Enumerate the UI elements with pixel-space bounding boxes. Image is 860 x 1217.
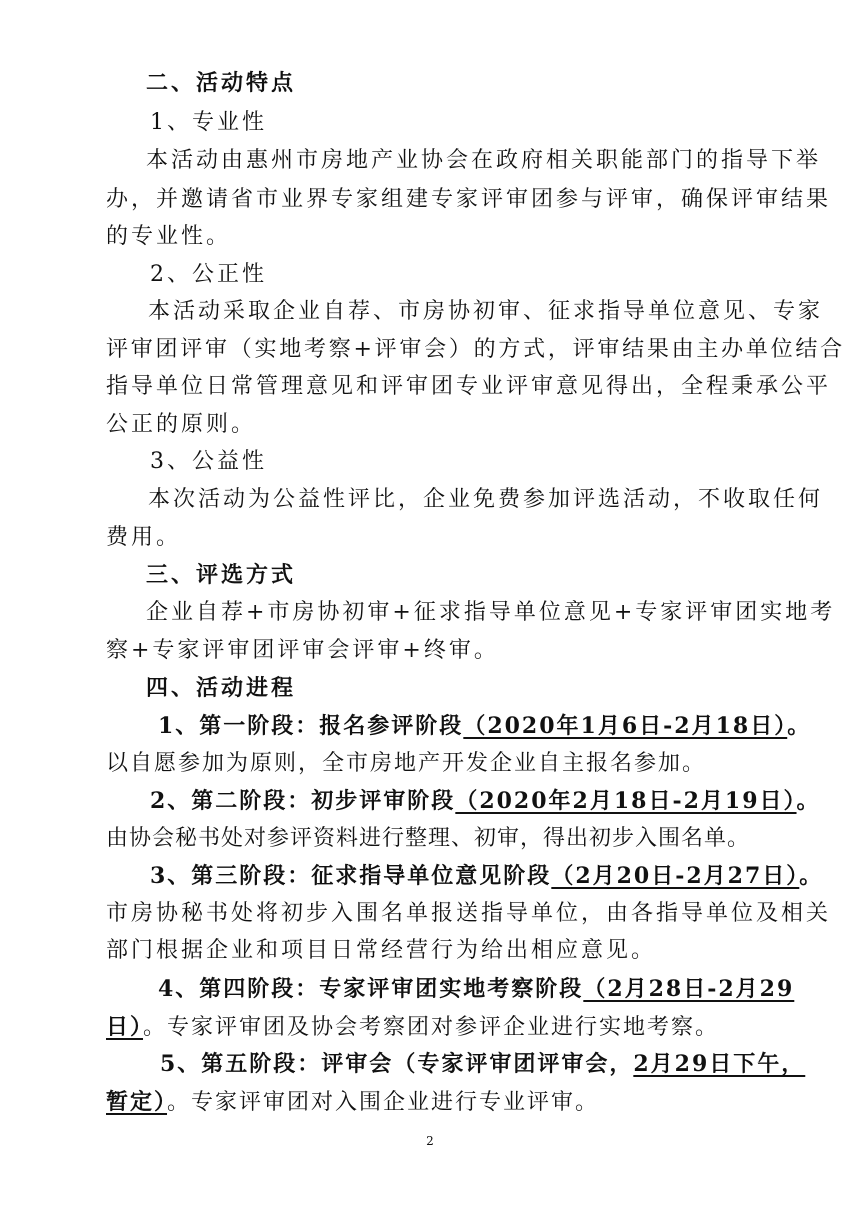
item2-line-4: 公正的原则。 xyxy=(106,412,257,437)
stage5-line-1 xyxy=(160,1049,805,1079)
stage2-label: 2、第二阶段：初步评审阶段 xyxy=(150,788,456,814)
stage4-line-1 xyxy=(158,974,794,1004)
stage5-description: 。专家评审团对入围企业进行专业评审。 xyxy=(167,1090,600,1115)
stage3-line-3: 部门根据企业和项目日常经营行为给出相应意见。 xyxy=(106,938,657,963)
section3-line-1: 企业自荐+市房协初审+征求指导单位意见+专家评审团实地考 xyxy=(146,600,836,625)
stage5-paren: （专家评审团评审会， xyxy=(393,1051,634,1077)
item1-line-2: 办，并邀请省市业界专家组建专家评审团参与评审，确保评审结果 xyxy=(106,187,832,212)
item3-line-1: 本次活动为公益性评比，企业免费参加评选活动，不收取任何 xyxy=(148,487,824,512)
section2-heading: 二、活动特点 xyxy=(146,70,297,96)
stage4-date-part-1: （2月28日-2月29 xyxy=(583,976,795,1002)
stage2-date: （2020年2月18日-2月19日） xyxy=(455,788,797,814)
item2-line-2: 评审团评审（实地考察+评审会）的方式，评审结果由主办单位结合 xyxy=(106,337,845,362)
section4-heading: 四、活动进程 xyxy=(146,675,297,701)
stage1-line-2: 以自愿参加为原则，全市房地产开发企业自主报名参加。 xyxy=(106,751,707,776)
page-number: 2 xyxy=(426,1134,434,1148)
stage5-label: 5、第五阶段：评审会 xyxy=(160,1051,394,1077)
item2-line-3: 指导单位日常管理意见和评审团专业评审意见得出，全程秉承公平 xyxy=(106,374,832,399)
stage3-line-2: 市房协秘书处将初步入围名单报送指导单位，由各指导单位及相关 xyxy=(106,901,832,926)
item3-line-2: 费用。 xyxy=(106,525,182,550)
stage1-label: 1、第一阶段：报名参评阶段 xyxy=(158,713,464,739)
section3-line-2: 察+专家评审团评审会评审+终审。 xyxy=(106,638,499,663)
stage4-date-part-2: 日） xyxy=(106,1014,144,1040)
stage5-date-part-1: 2月29日下午， xyxy=(633,1051,806,1077)
stage2-period: 。 xyxy=(796,788,821,814)
stage5-date-part-2: 暂定） xyxy=(106,1089,168,1115)
item1-line-1: 本活动由惠州市房地产业协会在政府相关职能部门的指导下举 xyxy=(146,148,822,173)
stage4-description: 。专家评审团及协会考察团对参评企业进行实地考察。 xyxy=(143,1015,720,1040)
item1-title: 1、专业性 xyxy=(150,110,267,135)
stage3-line-1 xyxy=(150,861,823,891)
stage5-line-2 xyxy=(106,1087,599,1118)
stage3-date: （2月20日-2月27日） xyxy=(551,863,800,889)
stage1-line-1 xyxy=(158,711,811,741)
stage1-date: （2020年1月6日-2月18日） xyxy=(463,713,788,739)
stage3-period: 。 xyxy=(799,863,824,889)
item1-line-3: 的专业性。 xyxy=(106,224,232,249)
stage2-line-1 xyxy=(150,786,821,816)
stage1-period: 。 xyxy=(787,713,812,739)
item2-title: 2、公正性 xyxy=(150,262,267,287)
stage4-line-2 xyxy=(106,1012,719,1043)
stage2-line-2: 由协会秘书处对参评资料进行整理、初审，得出初步入围名单。 xyxy=(106,826,751,851)
item3-title: 3、公益性 xyxy=(150,449,267,474)
stage3-label: 3、第三阶段：征求指导单位意见阶段 xyxy=(150,863,552,889)
item2-line-1: 本活动采取企业自荐、市房协初审、征求指导单位意见、专家 xyxy=(148,299,824,324)
section3-heading: 三、评选方式 xyxy=(146,562,297,588)
stage4-label: 4、第四阶段：专家评审团实地考察阶段 xyxy=(158,976,584,1002)
